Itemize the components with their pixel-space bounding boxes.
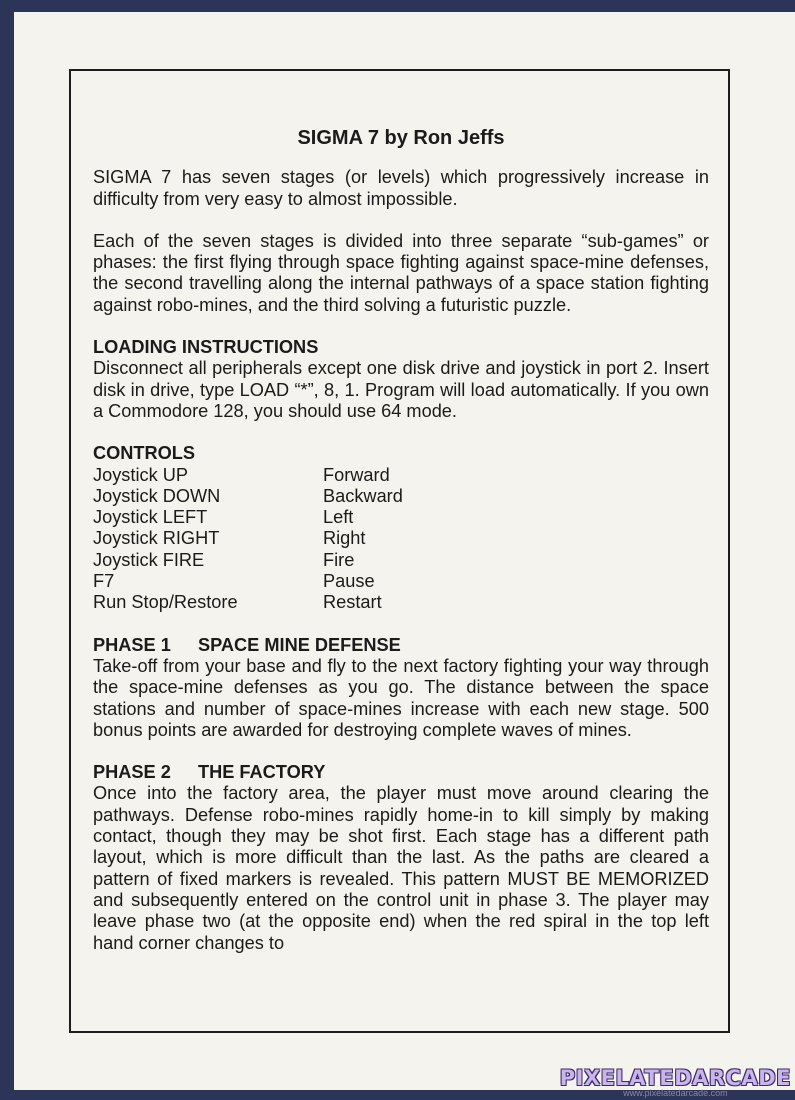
control-key: F7 (93, 571, 115, 592)
phase1-text: Take-off from your base and fly to the next factory fighting your way through the space-mine defenses as you go. The distance between the space stations and number of space-mines increase with each new stage. 500 bonus points are awarded for destroying complete waves of mines. (93, 655, 709, 740)
phase2-heading (93, 762, 709, 783)
control-row (93, 528, 709, 549)
phase1-name: SPACE MINE DEFENSE (198, 634, 401, 655)
control-row (93, 592, 709, 613)
control-key: Joystick RIGHT (93, 528, 220, 549)
control-action: Backward (323, 485, 403, 506)
control-row (93, 507, 709, 528)
control-action: Left (323, 507, 354, 528)
phase2-number: PHASE 2 (93, 762, 171, 783)
watermark-brand: PIXELATEDARCADE (559, 1066, 791, 1090)
loading-heading: LOADING INSTRUCTIONS (93, 337, 319, 358)
control-key: Joystick UP (93, 464, 188, 485)
controls-heading: CONTROLS (93, 443, 196, 464)
phase1-heading (93, 635, 709, 656)
control-row (93, 550, 709, 571)
control-key: Joystick LEFT (93, 507, 208, 528)
phase1-number: PHASE 1 (93, 634, 171, 655)
document-body (93, 128, 709, 954)
control-action: Forward (323, 464, 390, 485)
phase2-name: THE FACTORY (198, 762, 326, 783)
phase2-text: Once into the factory area, the player must move around clearing the pathways. Defense robo-mines rapidly home-in to kill simply by making contact, though they may be shot first. Each stage has a different path layout, which is more difficult than the last. As the paths are cleared a pattern of fixed markers is revealed. This pattern MUST BE MEMORIZED and subsequently entered on the control unit in phase 3. The player may leave phase two (at the opposite end) when the red spiral in the top left hand corner changes to (93, 783, 709, 953)
control-row (93, 465, 709, 486)
control-row (93, 486, 709, 507)
control-action: Right (323, 528, 366, 549)
control-action: Fire (323, 549, 355, 570)
page-title: SIGMA 7 by Ron Jeffs (297, 127, 505, 149)
control-row (93, 571, 709, 592)
control-key: Run Stop/Restore (93, 592, 238, 613)
control-action: Restart (323, 592, 382, 613)
intro-paragraph-1: SIGMA 7 has seven stages (or levels) which progressively increase in difficulty from very easy to almost impossible. (93, 167, 709, 209)
control-key: Joystick FIRE (93, 549, 205, 570)
watermark-url: www.pixelatedarcade.com (623, 1088, 728, 1098)
controls-list (93, 465, 709, 614)
loading-text: Disconnect all peripherals except one disk drive and joystick in port 2. Insert disk in drive, type LOAD “*”, 8, 1. Program will load automatically. If you own a Commodore 128, you should use 64 mode. (93, 358, 709, 421)
control-action: Pause (323, 571, 375, 592)
intro-paragraph-2: Each of the seven stages is divided into three separate “sub-games” or phases: the first flying through space fighting against space-mine defenses, the second travelling along the internal pathways of a space station fighting against robo-mines, and the third solving a futuristic puzzle. (93, 230, 709, 315)
watermark (560, 1066, 791, 1098)
control-key: Joystick DOWN (93, 485, 221, 506)
